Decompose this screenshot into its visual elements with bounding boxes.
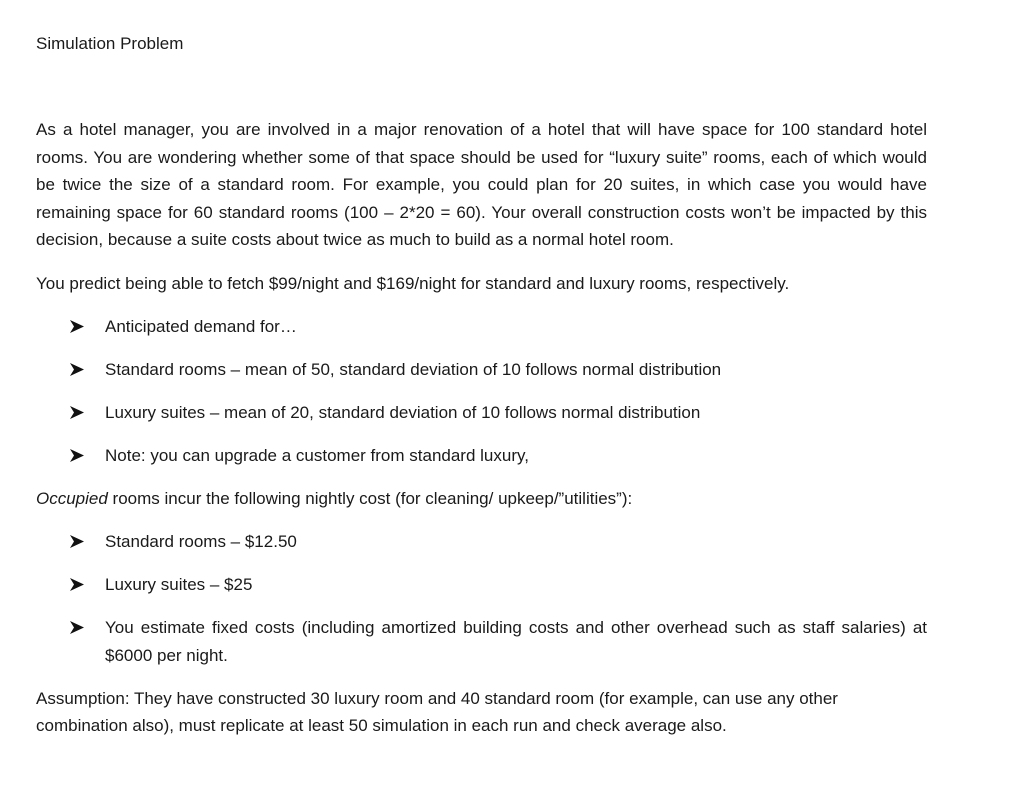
list-item xyxy=(36,614,927,669)
bullet-text: Standard rooms – $12.50 xyxy=(105,532,297,551)
occupied-cost-intro xyxy=(36,485,927,513)
arrowhead-bullet-icon xyxy=(70,535,84,548)
list-item xyxy=(36,571,927,599)
occupied-rest-text: rooms incur the following nightly cost (for cleaning/ upkeep/”utilities”): xyxy=(107,489,633,508)
bullet-text: You estimate fixed costs (including amortized building costs and other overhead such as staff salaries) at $6000 per night. xyxy=(105,618,927,665)
list-item xyxy=(36,356,927,384)
list-item xyxy=(36,399,927,427)
arrowhead-bullet-icon xyxy=(70,578,84,591)
list-item xyxy=(36,528,927,556)
pricing-paragraph: You predict being able to fetch $99/night and $169/night for standard and luxury rooms, respectively. xyxy=(36,273,790,293)
list-item xyxy=(36,442,927,470)
bullet-text: Anticipated demand for… xyxy=(105,317,297,336)
bullet-text: Standard rooms – mean of 50, standard deviation of 10 follows normal distribution xyxy=(105,360,722,379)
arrowhead-bullet-icon xyxy=(70,406,84,419)
demand-bullet-list xyxy=(36,313,927,470)
bullet-text: Luxury suites – mean of 20, standard deviation of 10 follows normal distribution xyxy=(105,403,701,422)
intro-paragraph: As a hotel manager, you are involved in a major renovation of a hotel that will have space for 100 standard hotel rooms. You are wondering whether some of that space should be used for “luxury suite” rooms, each of which would be twice the size of a standard room. For example, you could plan for 20 suites, in which case you would have remaining space for 60 standard rooms (100 – 2*20 = 60). Your overall construction costs won’t be impacted by this decision, because a suite costs about twice as much to build as a normal hotel room. xyxy=(36,120,927,249)
arrowhead-bullet-icon xyxy=(70,621,84,634)
list-item xyxy=(36,313,927,341)
arrowhead-bullet-icon xyxy=(70,449,84,462)
arrowhead-bullet-icon xyxy=(70,363,84,376)
cost-bullet-list xyxy=(36,528,927,669)
document-title: Simulation Problem xyxy=(36,34,184,53)
arrowhead-bullet-icon xyxy=(70,320,84,333)
occupied-emphasis: Occupied xyxy=(36,489,108,508)
bullet-text: Luxury suites – $25 xyxy=(105,575,253,594)
bullet-text: Note: you can upgrade a customer from standard luxury, xyxy=(105,446,529,465)
document-page xyxy=(36,30,927,740)
assumption-paragraph: Assumption: They have constructed 30 luxury room and 40 standard room (for example, can use any other combination also), must replicate at least 50 simulation in each run and check average also. xyxy=(36,688,838,735)
